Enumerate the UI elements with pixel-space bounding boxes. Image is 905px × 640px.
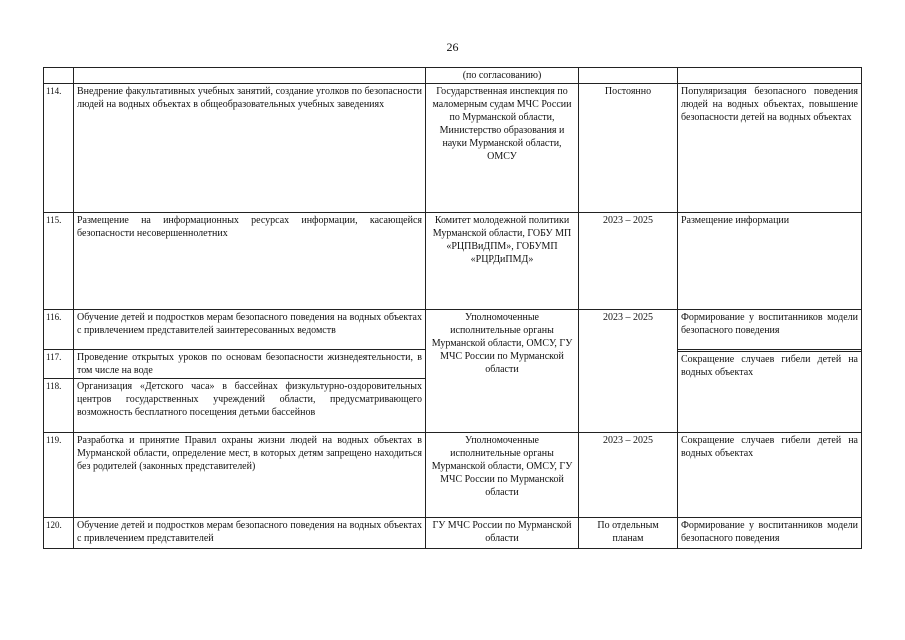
measures-table (43, 67, 862, 549)
result-cell: Сокращение случаев гибели детей на водных объектах (678, 433, 862, 518)
empty-cell (44, 68, 74, 84)
executor-cell: Государственная инспекция по маломерным судам МЧС России по Мурманской области, Министерство образования и науки Мурманской области, ОМСУ (426, 84, 579, 213)
result-cell: Популяризация безопасного поведения людей на водных объектах, повышение безопасности детей на водных объектах (678, 84, 862, 213)
table-row (44, 84, 862, 213)
term-cell: 2023 – 2025 (579, 310, 678, 433)
term-cell: 2023 – 2025 (579, 433, 678, 518)
executor-cell: (по согласованию) (426, 68, 579, 84)
measure-cell: Разработка и принятие Правил охраны жизни людей на водных объектах в Мурманской области, определение мест, в которых детям запрещено находиться без родителей (законных представителей) (74, 433, 426, 518)
measure-cell: Размещение на информационных ресурсах информации, касающейся безопасности несовершеннолетних (74, 213, 426, 310)
row-number: 116. (44, 310, 74, 350)
result-text: Сокращение случаев гибели детей на водных объектах (678, 351, 861, 379)
empty-cell (579, 68, 678, 84)
executor-cell: Комитет молодежной политики Мурманской области, ГОБУ МП «РЦПВиДПМ», ГОБУМП «РЦРДиПМД» (426, 213, 579, 310)
table-row (44, 518, 862, 549)
page-number: 26 (446, 40, 459, 54)
row-number: 118. (44, 379, 74, 433)
measure-cell: Организация «Детского часа» в бассейнах физкультурно-оздоровительных центров государственных учреждений области, предусматривающего возможность бесплатного посещения детьми бассейнов (74, 379, 426, 433)
result-cell (678, 350, 862, 433)
table-row (44, 433, 862, 518)
table-row (44, 68, 862, 84)
row-number: 119. (44, 433, 74, 518)
term-cell: Постоянно (579, 84, 678, 213)
result-cell: Размещение информации (678, 213, 862, 310)
row-number: 120. (44, 518, 74, 549)
measure-cell: Внедрение факультативных учебных занятий, создание уголков по безопасности людей на водных объектах в общеобразовательных учебных заведениях (74, 84, 426, 213)
row-number: 115. (44, 213, 74, 310)
executor-cell: ГУ МЧС России по Мурманской области (426, 518, 579, 549)
result-cell: Формирование у воспитанников модели безопасного поведения (678, 518, 862, 549)
row-number: 117. (44, 350, 74, 379)
measure-cell: Проведение открытых уроков по основам безопасности жизнедеятельности, в том числе на воде (74, 350, 426, 379)
measure-cell: Обучение детей и подростков мерам безопасного поведения на водных объектах с привлечением представителей (74, 518, 426, 549)
table-row (44, 213, 862, 310)
empty-cell (678, 68, 862, 84)
empty-cell (74, 68, 426, 84)
table-row (44, 310, 862, 350)
measure-cell: Обучение детей и подростков мерам безопасного поведения на водных объектах с привлечением представителей заинтересованных ведомств (74, 310, 426, 350)
term-cell: 2023 – 2025 (579, 213, 678, 310)
result-cell: Формирование у воспитанников модели безопасного поведения (678, 310, 862, 350)
row-number: 114. (44, 84, 74, 213)
executor-cell: Уполномоченные исполнительные органы Мурманской области, ОМСУ, ГУ МЧС России по Мурманской области (426, 433, 579, 518)
term-cell: По отдельным планам (579, 518, 678, 549)
executor-cell: Уполномоченные исполнительные органы Мурманской области, ОМСУ, ГУ МЧС России по Мурманской области (426, 310, 579, 433)
